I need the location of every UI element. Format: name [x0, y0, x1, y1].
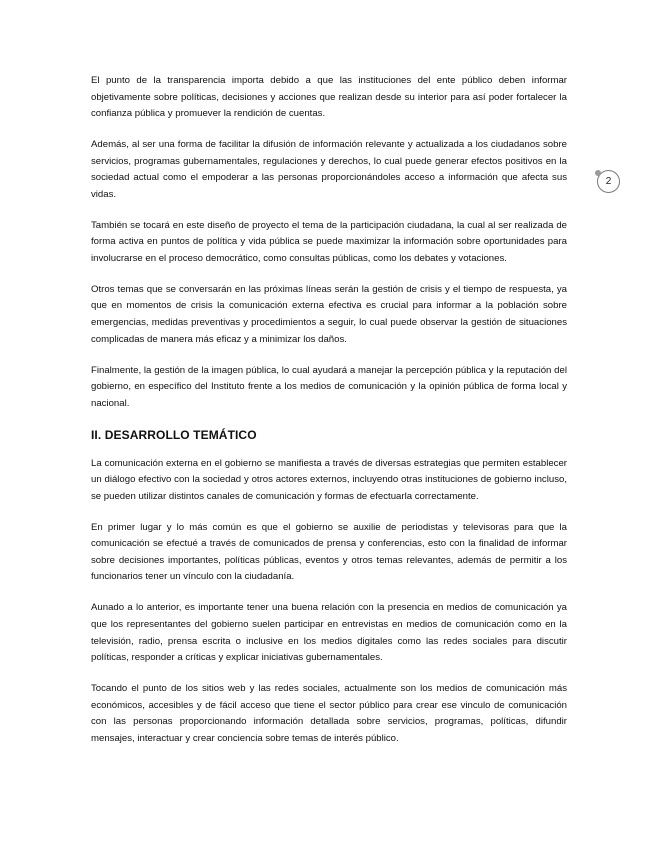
page-number-dot-icon: [595, 170, 601, 176]
body-paragraph: Tocando el punto de los sitios web y las redes sociales, actualmente son los medios de comunicación más económicos, accesibles y de fácil acceso que tiene el sector público para crear ese vinculo de comunicación con las personas proporcionando información detallada sobre servicios, programas, políticas, difundir mensajes, interactuar y crear conciencia sobre temas de interés público.: [91, 683, 567, 744]
section-heading: II. DESARROLLO TEMÁTICO: [91, 427, 257, 442]
body-paragraph: El punto de la transparencia importa debido a que las instituciones del ente público deben informar objetivamente sobre políticas, decisiones y acciones que realizan desde su interior para así poder fortalecer la confianza pública y promuever la rendición de cuentas.: [91, 75, 567, 120]
body-paragraph: En primer lugar y lo más común es que el gobierno se auxilie de periodistas y televisoras para que la comunicación se efectué a través de comunicados de prensa y conferencias, esto con la finalidad de informar sobre decisiones importantes, políticas públicas, eventos y otros temas relevantes, además de permitir a los funcionarios tener un vínculo con la ciudadanía.: [91, 521, 567, 583]
document-body: [91, 73, 567, 762]
body-paragraph: También se tocará en este diseño de proyecto el tema de la participación ciudadana, la cual al ser realizada de forma activa en puntos de política y vida pública se puede maximizar la información sobre oportunidades para involucrarse en el proceso democrático, como consultas públicas, como los debates y votaciones.: [91, 219, 567, 264]
page-number-label: 2: [605, 176, 612, 187]
body-paragraph: Además, al ser una forma de facilitar la difusión de información relevante y actualizada a los ciudadanos sobre servicios, programas gubernamentales, regulaciones y derechos, lo cual puede generar efectos positivos en la sociedad actual como el empoderar a las personas proporcionándoles acceso a información que afecta sus vidas.: [91, 139, 567, 200]
page-number-badge: [597, 170, 620, 193]
body-paragraph: Aunado a lo anterior, es importante tener una buena relación con la presencia en medios de comunicación ya que los representantes del gobierno suelen participar en entrevistas en medios de comunicación como en la televisión, radio, prensa escrita o inclusive en los medios digitales como las redes sociales para discutir políticas, responder a críticas y explicar iniciativas gubernamentales.: [91, 602, 567, 664]
body-paragraph: La comunicación externa en el gobierno se manifiesta a través de diversas estrategias que permiten establecer un diálogo efectivo con la sociedad y otros actores externos, incluyendo otras instituciones de gobierno incluso, se pueden utilizar distintos canales de comunicación y formas de efectuarla correctamente.: [91, 457, 567, 502]
body-paragraph: Finalmente, la gestión de la imagen pública, lo cual ayudará a manejar la percepción pública y la reputación del gobierno, en específico del Instituto frente a los medios de comunicación y la opinión pública de forma local y nacional.: [91, 364, 567, 409]
body-paragraph: Otros temas que se conversarán en las próximas líneas serán la gestión de crisis y el tiempo de respuesta, ya que en momentos de crisis la comunicación externa efectiva es crucial para informar a la población sobre emergencias, medidas preventivas y procedimientos a seguir, lo cual puede observar la gestión de situaciones complicadas de manera más eficaz y a minimizar los daños.: [91, 283, 567, 345]
